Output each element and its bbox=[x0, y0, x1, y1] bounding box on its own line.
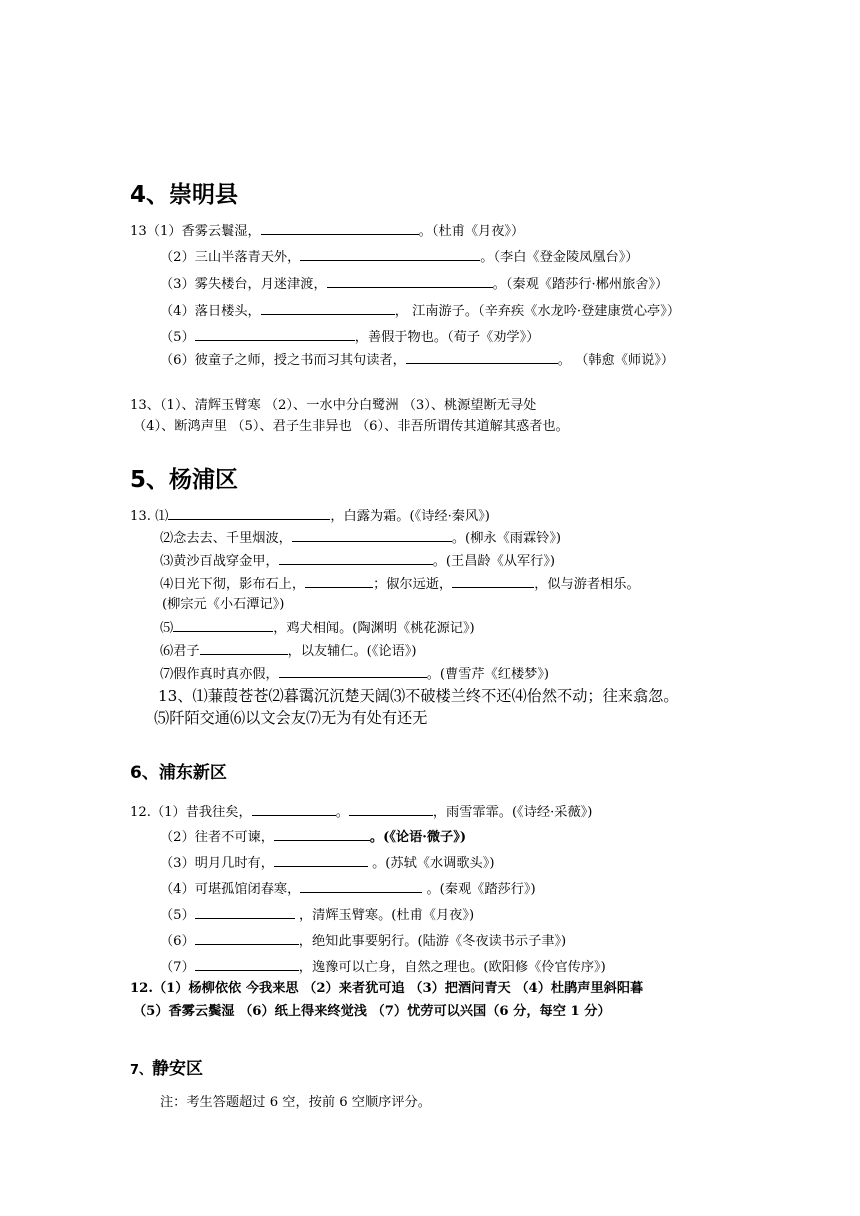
question-line: （5） ，清辉玉臂寒。(杜甫《月夜》) bbox=[160, 905, 474, 925]
answer-blank[interactable] bbox=[274, 853, 368, 867]
question-line: ⑶黄沙百战穿金甲， 。(王昌龄《从军行》) bbox=[160, 551, 555, 571]
answer-blank[interactable] bbox=[279, 664, 427, 678]
answer-blank[interactable] bbox=[305, 574, 373, 588]
question-line: （4）可堪孤馆闭春寒， 。(秦观《踏莎行》) bbox=[160, 879, 536, 899]
question-line: ⑷日光下彻，影布石上， ；俶尔远逝， ，似与游者相乐。 bbox=[160, 574, 640, 594]
answer-line: 13、（1）、清辉玉臂寒 （2）、一水中分白鹭洲 （3）、桃源望断无寻处 bbox=[130, 398, 537, 413]
question-line: （3）雾失楼台，月迷津渡， 。（秦观《踏莎行·郴州旅舍》） bbox=[160, 274, 668, 294]
answer-line: 13、⑴蒹葭苍苍⑵暮霭沉沉楚天阔⑶不破楼兰终不还⑷佁然不动；往来翕忽。 bbox=[158, 687, 679, 705]
question-line: （4）落日楼头， ， 江南游子。（辛弃疾《水龙吟·登建康赏心亭》） bbox=[160, 301, 680, 321]
answer-blank[interactable] bbox=[195, 931, 299, 945]
answer-line: （4）、断鸿声里 （5）、君子生非异也 （6）、非吾所谓传其道解其惑者也。 bbox=[133, 419, 569, 434]
answer-blank[interactable] bbox=[261, 221, 419, 235]
question-line: （7） ，逸豫可以亡身，自然之理也。(欧阳修《伶官传序》) bbox=[160, 957, 606, 977]
question-line: ⑵念去去、千里烟波， 。(柳永《雨霖铃》) bbox=[160, 528, 561, 548]
question-line: ⑺假作真时真亦假， 。(曹雪芹《红楼梦》) bbox=[160, 664, 549, 684]
question-line: （5） ，善假于物也。（荀子《劝学》） bbox=[160, 327, 539, 347]
question-line: ⑸ ，鸡犬相闻。(陶渊明《桃花源记》) bbox=[160, 618, 475, 638]
answer-line: 12.（1）杨柳依依 今我来思 （2）来者犹可追 （3）把酒问青天 （4）杜鹃声里斜阳暮 bbox=[130, 981, 644, 996]
section-heading-yangpu: 5、杨浦区 bbox=[130, 467, 239, 493]
answer-blank[interactable] bbox=[300, 247, 480, 261]
answer-blank[interactable] bbox=[195, 905, 295, 919]
question-line: 13. ⑴ ，白露为霜。(《诗经·秦风》) bbox=[130, 506, 490, 526]
answer-blank[interactable] bbox=[195, 327, 355, 341]
answer-line: ⑸阡陌交通⑹以文会友⑺无为有处有还无 bbox=[154, 709, 428, 727]
answer-blank[interactable] bbox=[200, 641, 288, 655]
answer-blank[interactable] bbox=[168, 506, 330, 520]
question-line: （6） ，绝知此事要躬行。(陆游《冬夜读书示子聿》) bbox=[160, 931, 566, 951]
source-line: (柳宗元《小石潭记》) bbox=[162, 597, 285, 612]
question-line: ⑹君子 ，以友辅仁。(《论语》) bbox=[160, 641, 417, 661]
note-line: 注：考生答题超过 6 空，按前 6 空顺序评分。 bbox=[160, 1095, 431, 1110]
section-heading-jingan: 7、静安区 bbox=[130, 1059, 204, 1079]
section-heading-pudong: 6、浦东新区 bbox=[130, 763, 227, 783]
question-line: 12.（1）昔我往矣， 。 ，雨雪霏霏。(《诗经·采薇》) bbox=[130, 802, 592, 822]
answer-blank[interactable] bbox=[195, 957, 299, 971]
question-line: 13（1）香雾云鬟湿， 。（杜甫《月夜》） bbox=[130, 221, 524, 241]
question-line: （3）明月几时有， 。(苏轼《水调歌头》) bbox=[160, 853, 494, 873]
answer-blank[interactable] bbox=[300, 879, 422, 893]
answer-blank[interactable] bbox=[349, 802, 433, 816]
question-line: （2）往者不可谏， 。(《论语·微子》) bbox=[160, 827, 466, 847]
answer-blank[interactable] bbox=[261, 301, 395, 315]
answer-blank[interactable] bbox=[274, 827, 370, 841]
answer-blank[interactable] bbox=[252, 802, 336, 816]
answer-blank[interactable] bbox=[279, 551, 433, 565]
answer-blank[interactable] bbox=[452, 574, 534, 588]
question-line: （2）三山半落青天外， 。（李白《登金陵凤凰台》） bbox=[160, 247, 639, 267]
question-line: （6）彼童子之师，授之书而习其句读者， 。 （韩愈《师说》） bbox=[160, 350, 674, 370]
answer-blank[interactable] bbox=[173, 618, 273, 632]
answer-blank[interactable] bbox=[292, 528, 452, 542]
answer-blank[interactable] bbox=[406, 350, 558, 364]
section-heading-chongming: 4、崇明县 bbox=[130, 182, 239, 208]
answer-blank[interactable] bbox=[327, 274, 493, 288]
answer-line: （5）香雾云鬓湿 （6）纸上得来终觉浅 （7）忧劳可以兴国（6 分，每空 1 分） bbox=[133, 1004, 611, 1019]
